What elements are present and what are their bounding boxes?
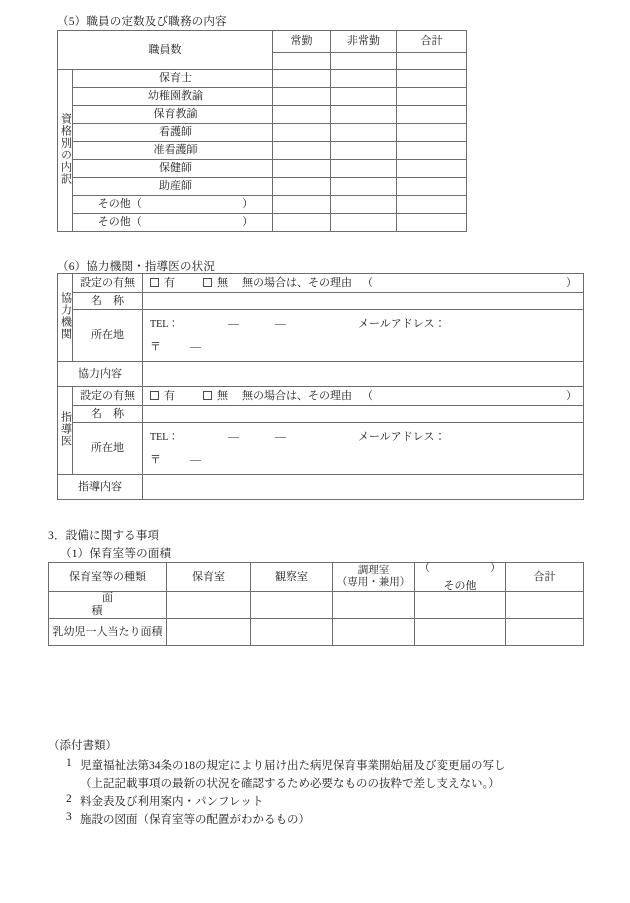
doctor-name-label: 名 称 bbox=[73, 406, 143, 423]
cell-gokei[interactable] bbox=[397, 124, 467, 142]
coop-address-value[interactable] bbox=[143, 310, 584, 362]
doctor-tel-dash-2: ― bbox=[275, 430, 286, 443]
vertical-label-text: 指導医 bbox=[59, 410, 72, 447]
col-header-jokin: 常勤 bbox=[273, 31, 331, 53]
row-label-yochien-kyoyu: 幼稚園教諭 bbox=[73, 88, 273, 106]
checkbox-no-label: 無 bbox=[217, 389, 228, 402]
cell-gokei[interactable] bbox=[397, 178, 467, 196]
section-3-title: 3．設備に関する事項 bbox=[48, 530, 160, 542]
cell-jokin[interactable] bbox=[273, 160, 331, 178]
doctor-address-value[interactable] bbox=[143, 423, 584, 475]
cell-hijokin[interactable] bbox=[331, 106, 397, 124]
room-area-table bbox=[48, 562, 584, 646]
row-label-hoiku-kyoyu: 保育教諭 bbox=[73, 106, 273, 124]
attachment-text-3: 施設の図面（保育室等の配置がわかるもの） bbox=[80, 814, 310, 826]
cell-hijokin[interactable] bbox=[331, 88, 397, 106]
sonota-paren-close-1: ） bbox=[242, 198, 254, 211]
col-header-gokei: 合計 bbox=[397, 31, 467, 53]
doctor-name-value[interactable] bbox=[143, 406, 584, 423]
table-row bbox=[58, 160, 467, 178]
checkbox-yes-label: 有 bbox=[164, 389, 175, 402]
cell-menseki-chorishitsu[interactable] bbox=[333, 592, 415, 619]
col-header-chorishitsu bbox=[333, 563, 415, 592]
sonota-paren-open: （ bbox=[419, 562, 430, 575]
table-row bbox=[58, 196, 467, 214]
col-header-room-type: 保育室等の種類 bbox=[49, 563, 167, 592]
coop-reason-paren-open: （ bbox=[362, 276, 373, 289]
cell-perchild-gokei[interactable] bbox=[506, 619, 584, 646]
doctor-tel-dash-1: ― bbox=[228, 430, 239, 443]
attachments-heading: （添付書類） bbox=[48, 740, 117, 752]
row-label-menseki bbox=[49, 592, 262, 619]
coop-mail-label: メールアドレス： bbox=[358, 317, 446, 330]
cell-hijokin[interactable] bbox=[331, 160, 397, 178]
row-label-hoikushi: 保育士 bbox=[73, 70, 273, 88]
col-header-hoikushitsu: 保育室 bbox=[167, 563, 251, 592]
cell-hijokin[interactable] bbox=[331, 178, 397, 196]
coop-tel-dash-2: ― bbox=[275, 317, 286, 330]
menseki-label-text: 面 積 bbox=[91, 592, 262, 617]
sonota-label-1: その他（ bbox=[97, 198, 142, 211]
row-label-josanshi: 助産師 bbox=[73, 178, 273, 196]
doctor-setting-value bbox=[143, 387, 584, 406]
total-hijokin-cell[interactable] bbox=[331, 53, 397, 70]
sonota-head-parens bbox=[419, 562, 501, 575]
row-label-junkangoshi: 准看護師 bbox=[73, 142, 273, 160]
doctor-tel-label: TEL： bbox=[150, 432, 179, 443]
attachment-number-1: 1 bbox=[66, 757, 72, 769]
cell-jokin[interactable] bbox=[273, 70, 331, 88]
doctor-address-label: 所在地 bbox=[73, 423, 143, 475]
cell-gokei[interactable] bbox=[397, 88, 467, 106]
coop-content-row bbox=[58, 362, 584, 387]
col-header-hijokin: 非常勤 bbox=[331, 31, 397, 53]
postal-mark-icon: 〒 bbox=[150, 453, 161, 466]
cell-jokin[interactable] bbox=[273, 142, 331, 160]
checkbox-yes-label: 有 bbox=[164, 276, 175, 289]
checkbox-no-label: 無 bbox=[217, 276, 228, 289]
cell-hijokin[interactable] bbox=[331, 142, 397, 160]
cell-hijokin[interactable] bbox=[331, 124, 397, 142]
vertical-label-text: 協力機関 bbox=[59, 291, 72, 340]
coop-reason-paren-close: ） bbox=[566, 276, 577, 289]
coop-reason-label: 無の場合は、その理由 bbox=[242, 276, 352, 289]
coop-address-row bbox=[58, 310, 584, 362]
coop-vertical-label bbox=[58, 274, 73, 362]
cell-gokei[interactable] bbox=[397, 106, 467, 124]
doctor-name-row bbox=[58, 406, 584, 423]
sonota-head-label: その他 bbox=[443, 580, 477, 592]
cell-gokei[interactable] bbox=[397, 196, 467, 214]
table-header-row bbox=[58, 31, 467, 53]
coop-content-label: 協力内容 bbox=[58, 362, 143, 387]
cell-gokei[interactable] bbox=[397, 142, 467, 160]
attachment-text-1: 児童福祉法第34条の18の規定により届け出た病児保育事業開始届及び変更届の写し bbox=[80, 760, 506, 772]
doctor-content-value[interactable] bbox=[143, 475, 584, 500]
col-header-kansatsushitsu: 観察室 bbox=[251, 563, 333, 592]
postal-mark-icon: 〒 bbox=[150, 340, 161, 353]
attachment-text-2: 料金表及び利用案内・パンフレット bbox=[80, 796, 264, 808]
cell-perchild-hoikushitsu[interactable] bbox=[167, 619, 251, 646]
table-row bbox=[58, 124, 467, 142]
coop-address-label: 所在地 bbox=[73, 310, 143, 362]
checkbox-yes-icon[interactable] bbox=[150, 391, 159, 400]
staff-count-table bbox=[57, 30, 467, 232]
row-label-kangoshi: 看護師 bbox=[73, 124, 273, 142]
doctor-vertical-label bbox=[58, 387, 73, 475]
cell-jokin[interactable] bbox=[273, 178, 331, 196]
coop-content-value[interactable] bbox=[143, 362, 584, 387]
postal-dash: ― bbox=[190, 453, 201, 466]
coop-name-row bbox=[58, 293, 584, 310]
attachment-text-1-continuation: （上記記載事項の最新の状況を確認するため必要なものの抜粋で差し支えない。） bbox=[80, 778, 500, 790]
coop-setting-label: 設定の有無 bbox=[73, 274, 143, 293]
sonota-label-2: その他（ bbox=[97, 216, 142, 229]
cell-jokin[interactable] bbox=[273, 214, 331, 232]
doctor-reason-paren-open: （ bbox=[362, 389, 373, 402]
cell-menseki-sonota[interactable] bbox=[415, 592, 506, 619]
section-3-subsection-title: （1）保育室等の面積 bbox=[60, 548, 172, 560]
doctor-content-label: 指導内容 bbox=[58, 475, 143, 500]
cell-jokin[interactable] bbox=[273, 196, 331, 214]
cell-menseki-gokei[interactable] bbox=[506, 592, 584, 619]
chorishitsu-line-1: 調理室 bbox=[357, 565, 390, 577]
section-6-title: （6）協力機関・指導医の状況 bbox=[57, 261, 216, 273]
cooperating-institution-table bbox=[57, 273, 584, 500]
coop-checkbox-line bbox=[143, 277, 583, 290]
cell-perchild-sonota[interactable] bbox=[415, 619, 506, 646]
table-row bbox=[58, 178, 467, 196]
section-5-title: （5）職員の定数及び職務の内容 bbox=[57, 16, 227, 28]
col-header-gokei: 合計 bbox=[506, 563, 584, 592]
cell-gokei[interactable] bbox=[397, 70, 467, 88]
row-label-sonota-2 bbox=[73, 214, 273, 232]
col-header-sonota bbox=[415, 563, 506, 592]
doctor-content-row bbox=[58, 475, 584, 500]
cell-jokin[interactable] bbox=[273, 124, 331, 142]
cell-perchild-chorishitsu[interactable] bbox=[333, 619, 415, 646]
qualification-breakdown-label bbox=[58, 70, 73, 232]
staff-count-header: 職員数 bbox=[58, 31, 273, 70]
cell-perchild-kansatsushitsu[interactable] bbox=[251, 619, 333, 646]
coop-tel-dash-1: ― bbox=[228, 317, 239, 330]
table-row bbox=[49, 592, 584, 619]
total-jokin-cell[interactable] bbox=[273, 53, 331, 70]
coop-tel-label: TEL： bbox=[150, 319, 179, 330]
row-label-sonota-1 bbox=[73, 196, 273, 214]
attachment-number-3: 3 bbox=[66, 811, 72, 823]
sonota-paren-close: ） bbox=[490, 562, 501, 575]
checkbox-no-icon[interactable] bbox=[203, 391, 212, 400]
coop-setting-value bbox=[143, 274, 584, 293]
attachment-number-2: 2 bbox=[66, 793, 72, 805]
doctor-setting-row bbox=[58, 387, 584, 406]
table-row bbox=[58, 70, 467, 88]
checkbox-no-icon[interactable] bbox=[203, 278, 212, 287]
cell-jokin[interactable] bbox=[273, 106, 331, 124]
cell-hijokin[interactable] bbox=[331, 214, 397, 232]
cell-hijokin[interactable] bbox=[331, 196, 397, 214]
coop-name-value[interactable] bbox=[143, 293, 584, 310]
cell-gokei[interactable] bbox=[397, 160, 467, 178]
table-row bbox=[58, 142, 467, 160]
doctor-checkbox-line bbox=[143, 390, 583, 403]
room-table-header-row bbox=[49, 563, 584, 592]
cell-menseki-kansatsushitsu[interactable] bbox=[251, 592, 333, 619]
cell-jokin[interactable] bbox=[273, 88, 331, 106]
vertical-label-text: 資格別の内訳 bbox=[59, 112, 72, 185]
doctor-mail-label: メールアドレス： bbox=[358, 430, 446, 443]
postal-dash: ― bbox=[190, 340, 201, 353]
sonota-paren-close-2: ） bbox=[242, 216, 254, 229]
cell-hijokin[interactable] bbox=[331, 70, 397, 88]
doctor-setting-label: 設定の有無 bbox=[73, 387, 143, 406]
table-row bbox=[49, 619, 584, 646]
total-gokei-cell[interactable] bbox=[397, 53, 467, 70]
table-row bbox=[58, 88, 467, 106]
row-label-hokenshi: 保健師 bbox=[73, 160, 273, 178]
coop-setting-row bbox=[58, 274, 584, 293]
checkbox-yes-icon[interactable] bbox=[150, 278, 159, 287]
doctor-reason-paren-close: ） bbox=[566, 389, 577, 402]
table-row bbox=[58, 214, 467, 232]
doctor-reason-label: 無の場合は、その理由 bbox=[242, 389, 352, 402]
row-label-per-child-area: 乳幼児一人当たり面積 bbox=[49, 619, 167, 646]
chorishitsu-line-2: （専用・兼用） bbox=[336, 577, 411, 588]
cell-gokei[interactable] bbox=[397, 214, 467, 232]
coop-name-label: 名 称 bbox=[73, 293, 143, 310]
table-row bbox=[58, 106, 467, 124]
doctor-address-row bbox=[58, 423, 584, 475]
chorishitsu-lines bbox=[333, 565, 414, 589]
